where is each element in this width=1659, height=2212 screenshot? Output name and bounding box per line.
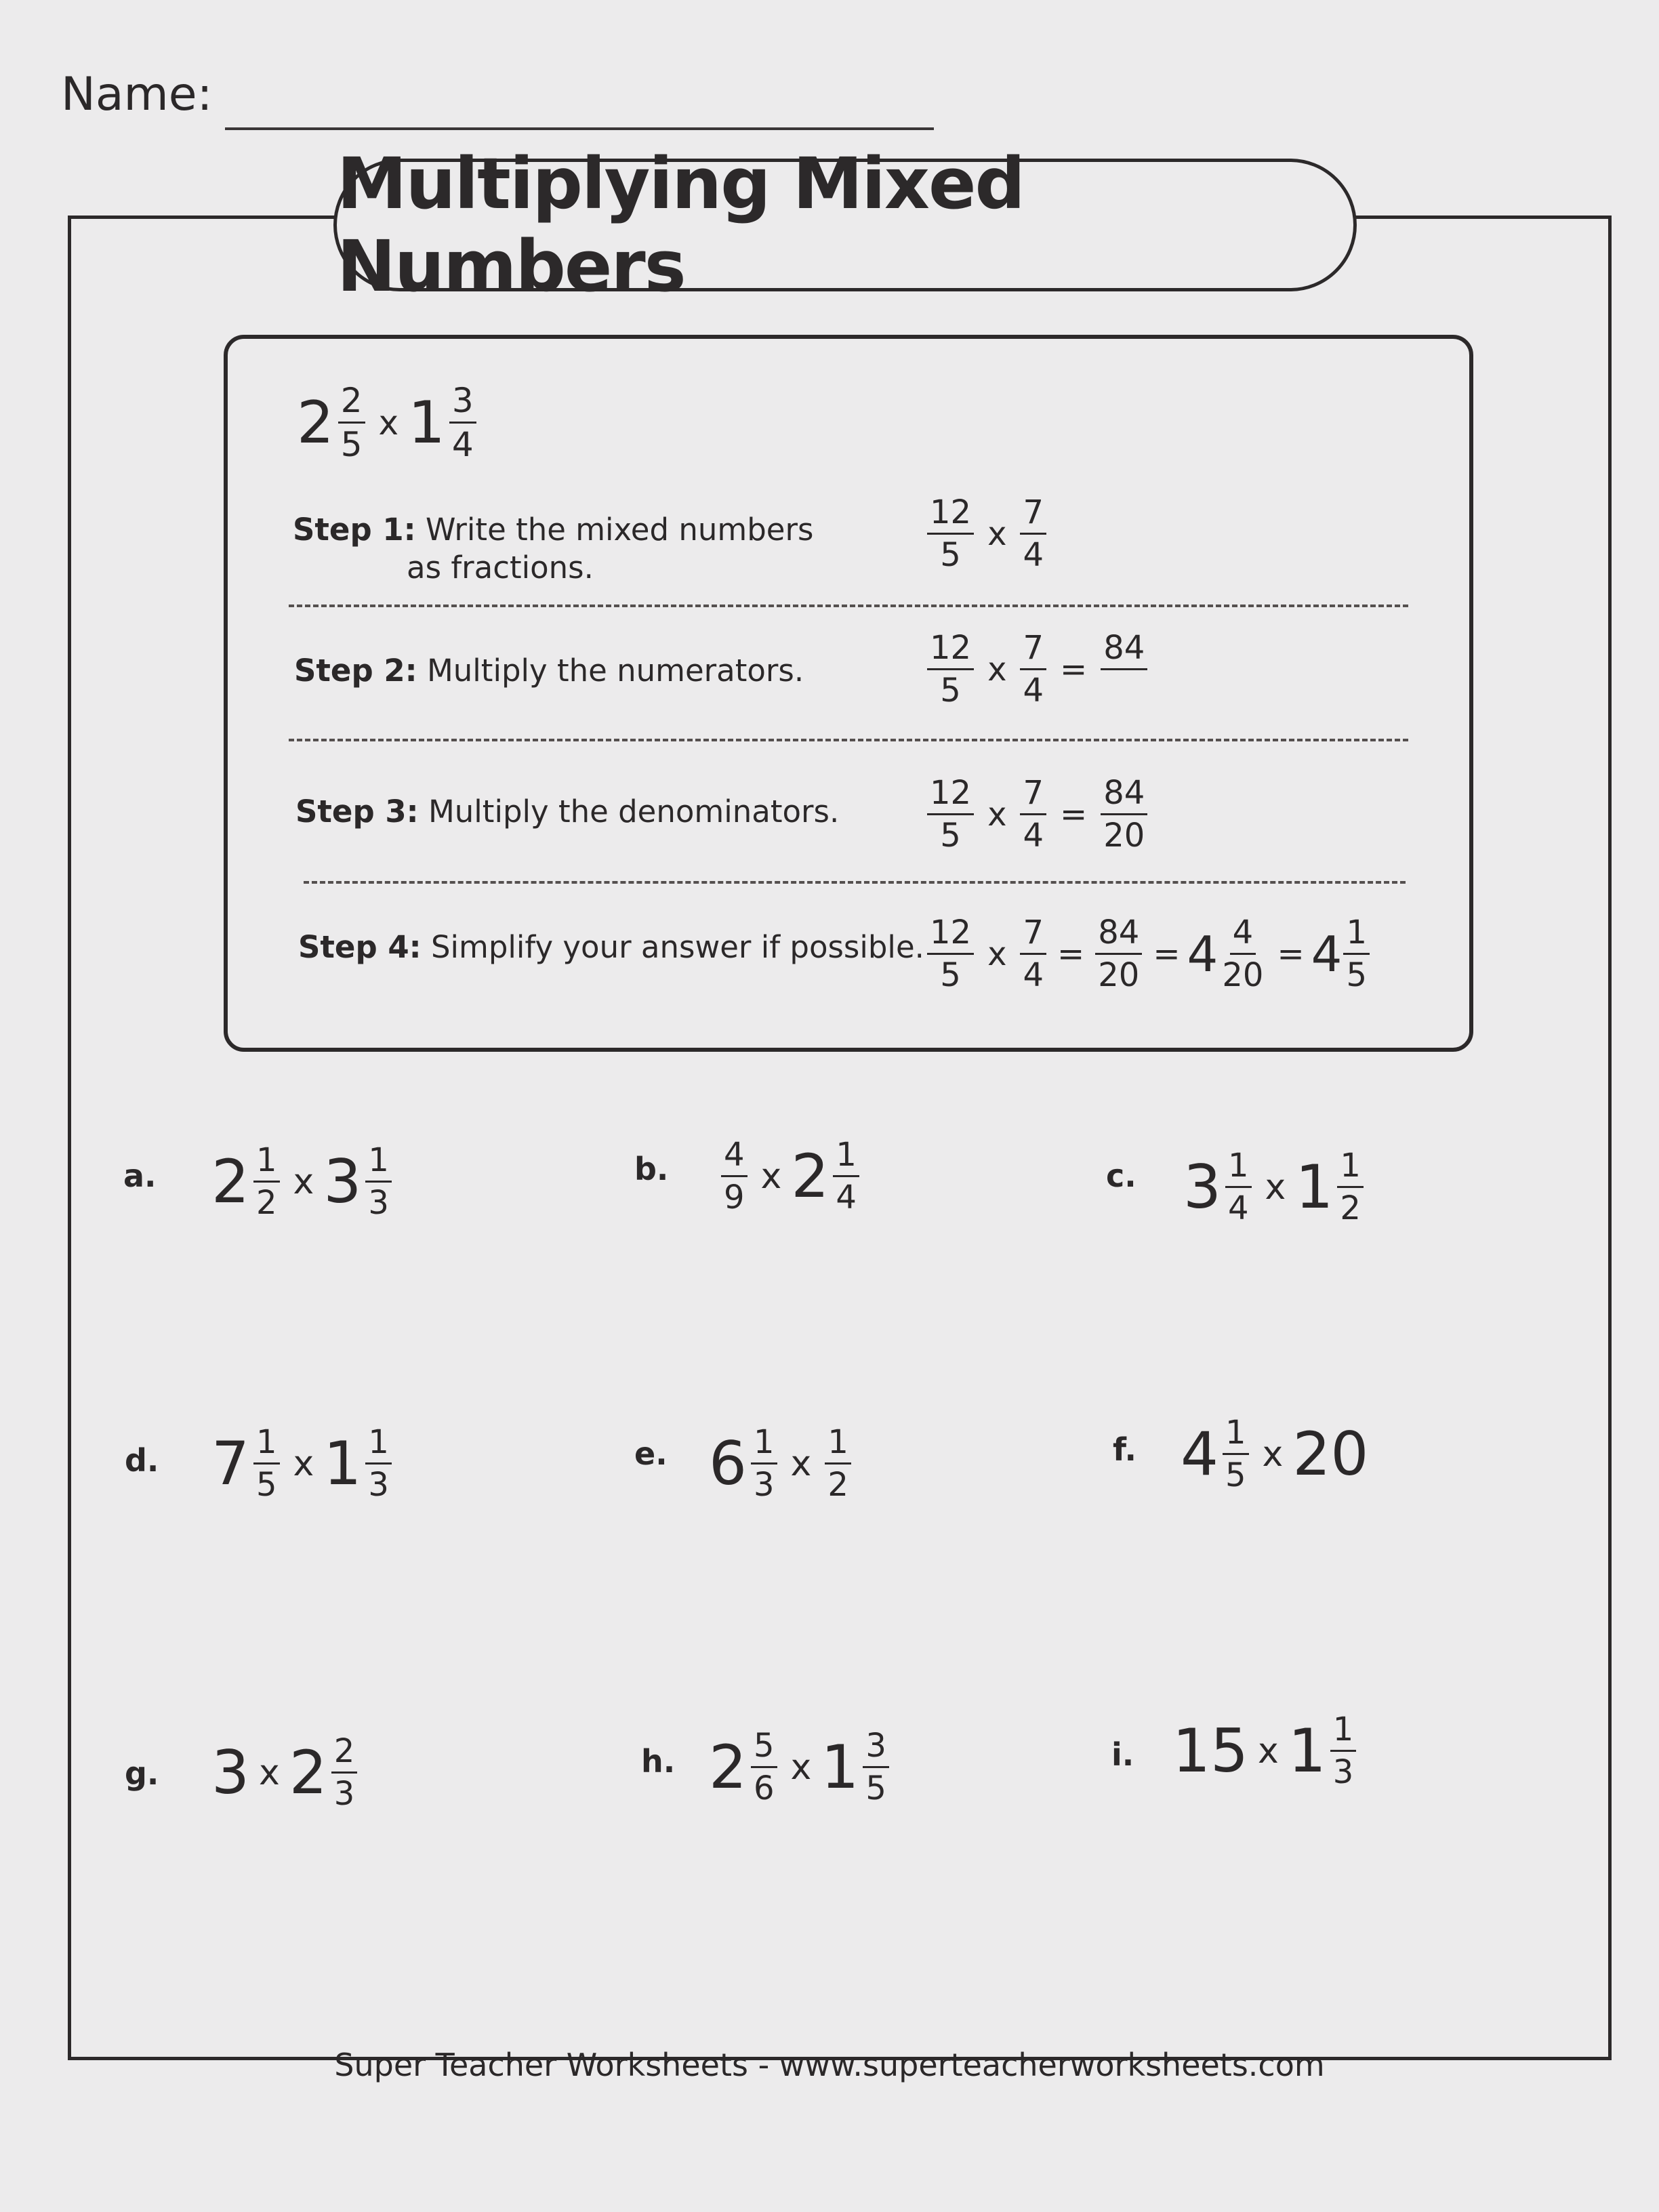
denominator: 2 xyxy=(256,1184,277,1222)
equals-sign: = xyxy=(1060,795,1088,834)
step-description: Multiply the denominators. xyxy=(428,794,840,830)
denominator: 5 xyxy=(1225,1456,1246,1494)
fraction xyxy=(1337,1149,1364,1225)
numerator: 84 xyxy=(1095,916,1142,955)
times-sign: x xyxy=(987,514,1007,553)
problem-label: d. xyxy=(125,1442,159,1479)
numerator: 7 xyxy=(1020,632,1046,670)
step-description: as fractions. xyxy=(407,550,594,586)
denominator: 20 xyxy=(1222,956,1264,994)
fraction xyxy=(721,1136,747,1216)
numerator: 1 xyxy=(825,1426,851,1465)
equals-sign: = xyxy=(1277,935,1305,973)
problem-expression xyxy=(1181,1416,1368,1492)
denominator: 20 xyxy=(1098,956,1140,994)
step-2-text xyxy=(294,652,804,690)
whole-number: 7 xyxy=(211,1429,249,1498)
problem-expression xyxy=(717,1136,863,1216)
fraction xyxy=(1330,1711,1357,1791)
denominator: 3 xyxy=(754,1466,775,1504)
times-sign: x xyxy=(1262,1433,1284,1475)
fraction xyxy=(751,1423,777,1504)
step-description: Multiply the numerators. xyxy=(426,653,804,689)
denominator: 5 xyxy=(940,817,961,855)
whole-number: 2 xyxy=(289,1738,327,1807)
problem-expression xyxy=(1172,1711,1360,1791)
denominator: 4 xyxy=(836,1179,857,1216)
denominator: 20 xyxy=(1103,817,1145,855)
numerator: 1 xyxy=(1223,1416,1249,1455)
fraction xyxy=(1223,1416,1249,1492)
numerator: 1 xyxy=(253,1144,280,1183)
problem-label: g. xyxy=(125,1755,159,1792)
denominator: 6 xyxy=(754,1769,775,1807)
whole-number: 2 xyxy=(791,1141,830,1211)
numerator: 4 xyxy=(721,1139,747,1177)
problem-expression xyxy=(1183,1149,1368,1225)
numerator: 3 xyxy=(863,1729,889,1768)
step-1-work xyxy=(923,493,1050,574)
problem-label: h. xyxy=(641,1743,676,1780)
whole-number: 4 xyxy=(1311,925,1343,983)
fraction xyxy=(365,1141,392,1222)
whole-number: 2 xyxy=(211,1147,249,1216)
whole-number: 1 xyxy=(408,388,445,457)
name-label: Name: xyxy=(61,68,213,121)
numerator: 7 xyxy=(1020,916,1046,955)
fraction xyxy=(253,1141,280,1222)
fraction xyxy=(365,1423,392,1504)
whole-number: 3 xyxy=(1183,1152,1221,1222)
whole-number: 1 xyxy=(323,1429,362,1498)
page-title: Multiplying Mixed Numbers xyxy=(337,142,1024,308)
step-4-work xyxy=(923,914,1374,994)
fraction xyxy=(331,1732,358,1813)
numerator: 7 xyxy=(1020,777,1046,815)
whole-number: 20 xyxy=(1292,1419,1369,1489)
numerator: 7 xyxy=(1020,496,1046,535)
numerator: 2 xyxy=(338,384,365,424)
fraction xyxy=(1225,1149,1252,1225)
problem-label: a. xyxy=(123,1158,157,1194)
name-write-line[interactable] xyxy=(225,127,934,130)
numerator: 84 xyxy=(1101,777,1147,815)
problem-expression xyxy=(709,1729,893,1805)
numerator: 12 xyxy=(927,916,974,955)
numerator: 12 xyxy=(927,496,974,535)
times-sign: x xyxy=(259,1752,280,1793)
times-sign: x xyxy=(293,1161,314,1202)
numerator: 1 xyxy=(751,1426,777,1465)
step-label: Step 2: xyxy=(294,653,417,689)
denominator: 4 xyxy=(1023,536,1044,574)
step-label: Step 4: xyxy=(298,929,422,965)
problem-expression xyxy=(211,1423,396,1504)
denominator: 5 xyxy=(940,956,961,994)
denominator: 4 xyxy=(1023,956,1044,994)
numerator: 12 xyxy=(927,777,974,815)
numerator: 1 xyxy=(365,1426,392,1465)
whole-number: 3 xyxy=(211,1738,249,1807)
times-sign: x xyxy=(1257,1730,1279,1771)
problem-label: f. xyxy=(1113,1431,1136,1468)
step-4-text xyxy=(298,928,924,966)
title-banner xyxy=(333,142,1357,308)
step-label: Step 1: xyxy=(293,512,416,548)
denominator: 5 xyxy=(340,425,363,464)
example-problem xyxy=(297,381,480,464)
fraction xyxy=(751,1729,777,1805)
whole-number: 2 xyxy=(297,388,334,457)
denominator: 4 xyxy=(1228,1189,1249,1227)
equals-sign: = xyxy=(1153,935,1181,973)
fraction xyxy=(825,1423,851,1504)
numerator: 1 xyxy=(1337,1149,1364,1188)
numerator: 1 xyxy=(365,1144,392,1183)
denominator: 5 xyxy=(940,672,961,710)
denominator: 4 xyxy=(1023,672,1044,710)
denominator: 5 xyxy=(1346,956,1368,994)
dashed-divider xyxy=(289,605,1408,607)
problem-label: b. xyxy=(634,1151,669,1187)
step-3-work xyxy=(923,774,1151,855)
denominator: 5 xyxy=(865,1769,886,1807)
denominator: 9 xyxy=(724,1179,745,1216)
denominator: 5 xyxy=(940,536,961,574)
step-description: Simplify your answer if possible. xyxy=(430,929,924,965)
denominator: 3 xyxy=(368,1184,389,1222)
problem-label: i. xyxy=(1111,1736,1134,1773)
numerator: 4 xyxy=(1230,916,1256,955)
denominator: 3 xyxy=(333,1775,355,1813)
times-sign: x xyxy=(987,935,1007,973)
denominator: 3 xyxy=(368,1466,389,1504)
times-sign: x xyxy=(378,403,399,443)
equals-sign: = xyxy=(1057,935,1085,973)
whole-number: 1 xyxy=(821,1732,859,1802)
step-2-work xyxy=(923,629,1151,710)
times-sign: x xyxy=(1265,1166,1286,1208)
numerator: 84 xyxy=(1101,632,1147,670)
denominator: 4 xyxy=(1023,817,1044,855)
numerator: 2 xyxy=(331,1735,358,1774)
whole-number: 15 xyxy=(1172,1716,1248,1786)
denominator: 2 xyxy=(1340,1189,1361,1227)
equals-sign: = xyxy=(1060,650,1088,689)
numerator: 3 xyxy=(449,384,476,424)
problem-label: e. xyxy=(634,1435,668,1472)
numerator: 1 xyxy=(1330,1713,1357,1752)
whole-number: 4 xyxy=(1187,925,1218,983)
whole-number: 1 xyxy=(1288,1716,1326,1786)
whole-number: 3 xyxy=(323,1147,362,1216)
whole-number: 1 xyxy=(1295,1152,1334,1222)
step-1-text xyxy=(293,511,813,587)
denominator: 5 xyxy=(256,1466,277,1504)
problem-expression xyxy=(709,1423,855,1504)
times-sign: x xyxy=(293,1443,314,1484)
dashed-divider xyxy=(304,881,1406,884)
problem-expression xyxy=(211,1732,361,1813)
whole-number: 4 xyxy=(1181,1419,1218,1489)
numerator: 12 xyxy=(927,632,974,670)
problem-expression xyxy=(211,1141,396,1222)
dashed-divider xyxy=(289,739,1408,741)
fraction xyxy=(253,1423,280,1504)
times-sign: x xyxy=(987,795,1007,834)
numerator: 1 xyxy=(1343,916,1370,955)
numerator: 1 xyxy=(833,1139,859,1177)
step-description: Write the mixed numbers xyxy=(425,512,814,548)
whole-number: 2 xyxy=(709,1732,747,1802)
whole-number: 6 xyxy=(709,1429,747,1498)
fraction xyxy=(863,1729,889,1805)
times-sign: x xyxy=(987,650,1007,689)
times-sign: x xyxy=(790,1746,812,1788)
numerator: 1 xyxy=(1225,1149,1252,1188)
problem-label: c. xyxy=(1106,1158,1136,1194)
times-sign: x xyxy=(790,1443,812,1484)
fraction xyxy=(833,1136,859,1216)
footer-credit: Super Teacher Worksheets - www.superteacherworksheets.com xyxy=(334,2047,1325,2083)
denominator: 2 xyxy=(827,1466,848,1504)
denominator: 4 xyxy=(451,425,474,464)
numerator: 5 xyxy=(751,1729,777,1768)
denominator: 3 xyxy=(1332,1753,1354,1791)
step-label: Step 3: xyxy=(295,794,419,830)
numerator: 1 xyxy=(253,1426,280,1465)
step-3-text xyxy=(295,793,839,831)
times-sign: x xyxy=(760,1155,782,1197)
